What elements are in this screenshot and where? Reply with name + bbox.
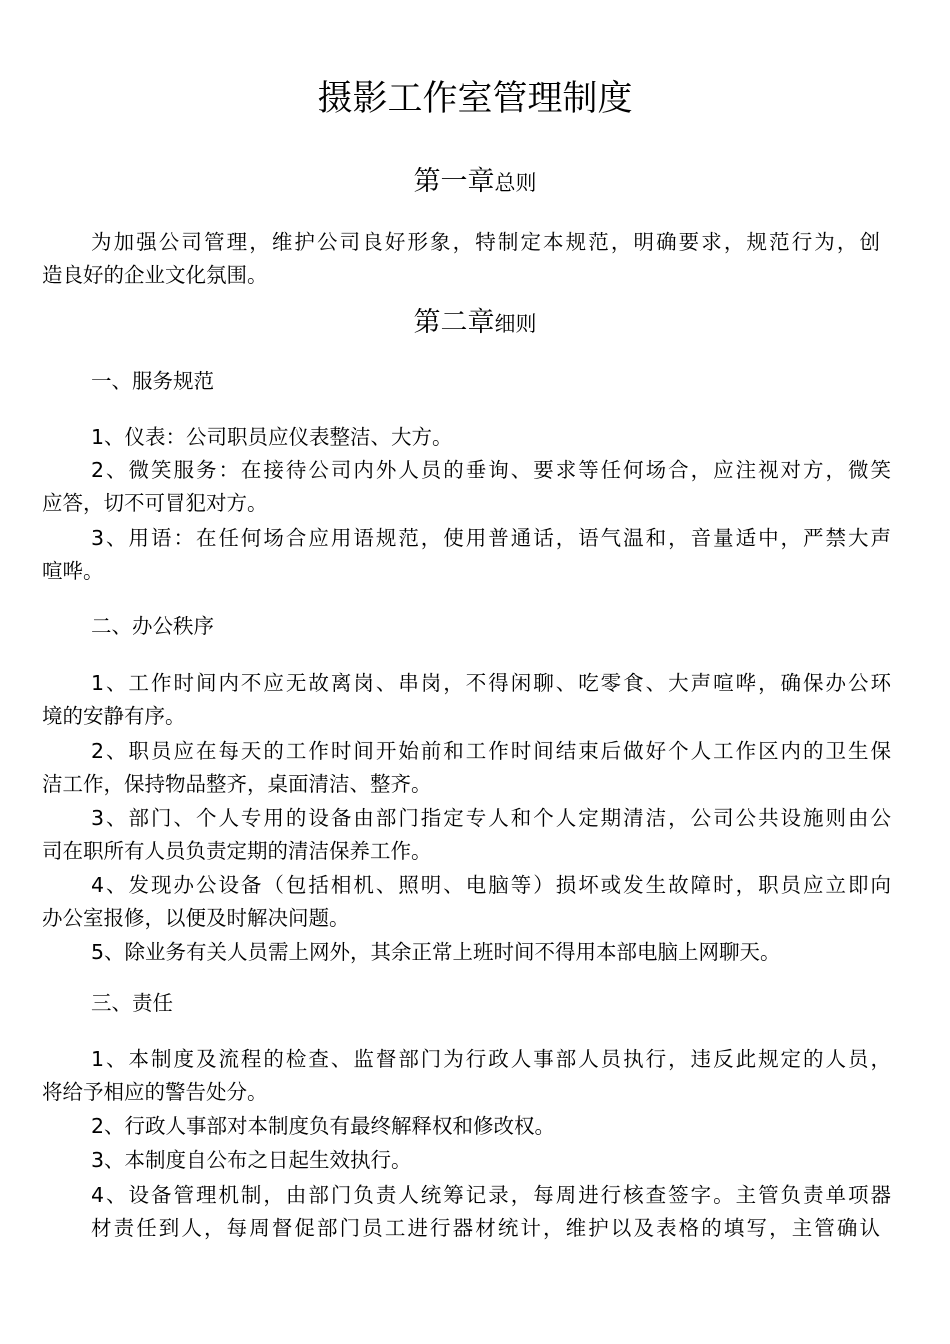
section-heading-service: 一、服务规范	[91, 369, 214, 393]
rule-item-continued: 材责任到人，每周督促部门员工进行器材统计，维护以及表格的填写，主管确认	[91, 1216, 880, 1240]
document-title: 摄影工作室管理制度	[317, 79, 633, 119]
rule-item-continued: 境的安静有序。	[42, 704, 186, 728]
rule-item: 4、发现办公设备（包括相机、照明、电脑等）损坏或发生故障时，职员应立即向	[91, 873, 891, 897]
chapter-number: 第一章	[413, 166, 495, 197]
rule-item: 1、仪表：公司职员应仪表整洁、大方。	[91, 425, 453, 449]
chapter-name: 细则	[494, 312, 537, 336]
rule-item: 1、本制度及流程的检查、监督部门为行政人事部人员执行，违反此规定的人员，	[91, 1047, 891, 1071]
rule-item: 4、设备管理机制，由部门负责人统筹记录，每周进行核查签字。主管负责单项器	[91, 1183, 891, 1207]
chapter-heading-details	[0, 305, 950, 342]
rule-item: 2、行政人事部对本制度负有最终解释权和修改权。	[91, 1114, 556, 1138]
rule-item-continued: 洁工作，保持物品整齐，桌面清洁、整齐。	[42, 772, 432, 796]
section-heading-office-order: 二、办公秩序	[91, 614, 214, 638]
rule-item: 5、除业务有关人员需上网外，其余正常上班时间不得用本部电脑上网聊天。	[91, 940, 781, 964]
rule-item: 3、部门、个人专用的设备由部门指定专人和个人定期清洁，公司公共设施则由公	[91, 806, 891, 830]
chapter-name: 总则	[494, 171, 537, 195]
rule-item: 2、职员应在每天的工作时间开始前和工作时间结束后做好个人工作区内的卫生保	[91, 739, 891, 763]
rule-item: 1、工作时间内不应无故离岗、串岗，不得闲聊、吃零食、大声喧哗，确保办公环	[91, 671, 891, 695]
rule-item-continued: 喧哗。	[42, 559, 104, 583]
rule-item-continued: 应答，切不可冒犯对方。	[42, 491, 268, 515]
rule-item-continued: 司在职所有人员负责定期的清洁保养工作。	[42, 839, 432, 863]
section-heading-responsibility: 三、责任	[91, 991, 173, 1015]
rule-item: 3、用语：在任何场合应用语规范，使用普通话，语气温和，音量适中，严禁大声	[91, 526, 891, 550]
rule-item-continued: 办公室报修，以便及时解决问题。	[42, 906, 350, 930]
intro-paragraph-line: 造良好的企业文化氛围。	[42, 263, 268, 287]
rule-item: 2、微笑服务：在接待公司内外人员的垂询、要求等任何场合，应注视对方，微笑	[91, 458, 891, 482]
intro-paragraph-line: 为加强公司管理，维护公司良好形象，特制定本规范，明确要求，规范行为，创	[91, 230, 880, 254]
rule-item-continued: 将给予相应的警告处分。	[42, 1080, 268, 1104]
rule-item: 3、本制度自公布之日起生效执行。	[91, 1148, 412, 1172]
chapter-number: 第二章	[413, 307, 495, 338]
chapter-heading-general	[0, 164, 950, 201]
